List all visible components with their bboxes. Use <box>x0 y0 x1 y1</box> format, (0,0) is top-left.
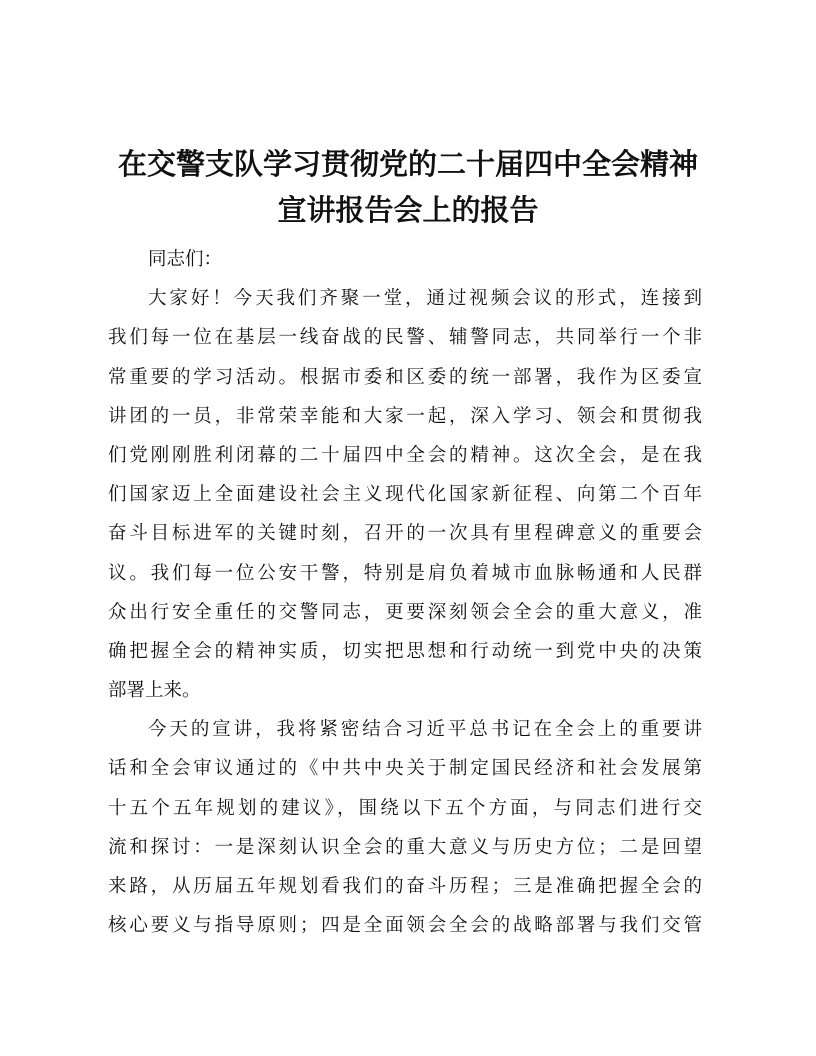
document-title-line-1: 在交警支队学习贯彻党的二十届四中全会精神 <box>117 147 698 181</box>
paragraph-line: 们党刚刚胜利闭幕的二十届四中全会的精神。这次全会，是在我 <box>108 444 702 466</box>
paragraph-line: 常重要的学习活动。根据市委和区委的统一部署，我作为区委宣 <box>108 366 702 388</box>
paragraph-line: 大家好！今天我们齐聚一堂，通过视频会议的形式，连接到 <box>148 288 702 310</box>
document-title-line-2: 宣讲报告会上的报告 <box>277 193 539 227</box>
salutation-text: 同志们： <box>148 249 223 270</box>
paragraph-line: 我们每一位在基层一线奋战的民警、辅警同志，共同举行一个非 <box>108 327 702 349</box>
paragraph-line: 话和全会审议通过的《中共中央关于制定国民经济和社会发展第 <box>108 758 702 780</box>
paragraph-2 <box>108 710 708 945</box>
paragraph-1 <box>108 279 708 710</box>
document-body <box>108 240 708 945</box>
salutation <box>108 240 708 279</box>
paragraph-line: 确把握全会的精神实质，切实把思想和行动统一到党中央的决策 <box>108 640 702 662</box>
paragraph-line: 流和探讨：一是深刻认识全会的重大意义与历史方位；二是回望 <box>108 836 702 858</box>
paragraph-line: 讲团的一员，非常荣幸能和大家一起，深入学习、领会和贯彻我 <box>108 405 702 427</box>
paragraph-line: 议。我们每一位公安干警，特别是肩负着城市血脉畅通和人民群 <box>108 562 702 584</box>
paragraph-line: 奋斗目标进军的关键时刻，召开的一次具有里程碑意义的重要会 <box>108 523 702 545</box>
paragraph-line: 今天的宣讲，我将紧密结合习近平总书记在全会上的重要讲 <box>148 719 702 741</box>
paragraph-line: 来路，从历届五年规划看我们的奋斗历程；三是准确把握全会的 <box>108 876 702 897</box>
paragraph-line: 众出行安全重任的交警同志，更要深刻领会全会的重大意义，准 <box>108 601 702 623</box>
paragraph-line: 核心要义与指导原则；四是全面领会全会的战略部署与我们交管 <box>108 915 702 937</box>
paragraph-line: 十五个五年规划的建议》，围绕以下五个方面，与同志们进行交 <box>108 797 702 819</box>
paragraph-line: 部署上来。 <box>108 680 201 702</box>
paragraph-line: 们国家迈上全面建设社会主义现代化国家新征程、向第二个百年 <box>108 484 702 506</box>
